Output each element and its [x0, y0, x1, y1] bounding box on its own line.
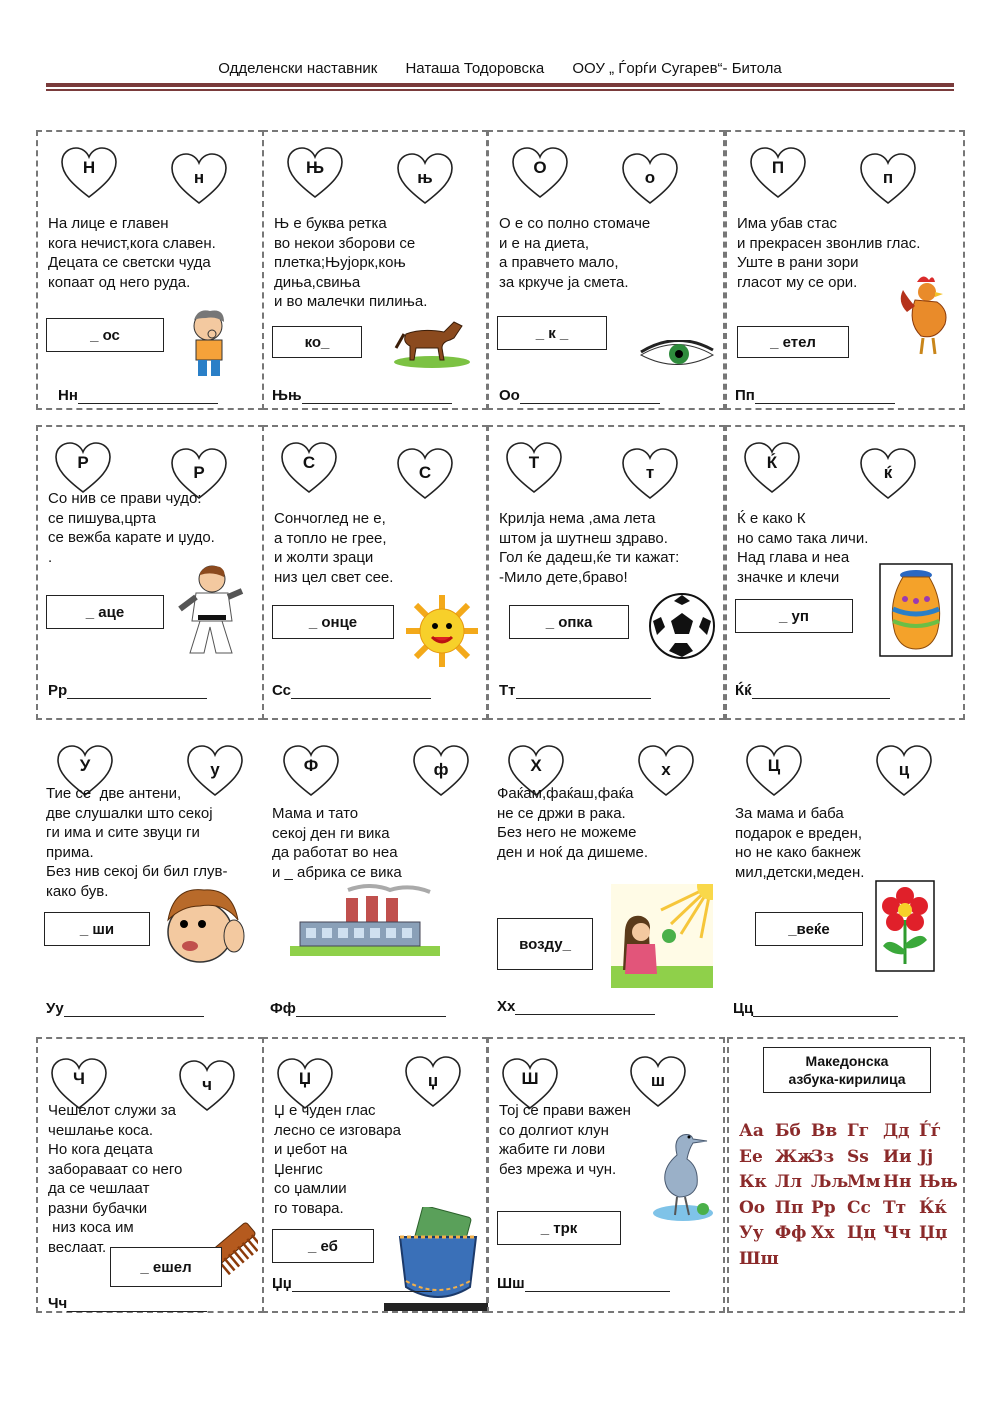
writing-line: [48, 1295, 207, 1312]
letter-card: [36, 722, 264, 1032]
writing-line: [272, 1275, 432, 1292]
word-box: _ к _: [497, 316, 607, 350]
writing-blank[interactable]: [516, 684, 651, 699]
alphabet-letter: Гг: [847, 1121, 870, 1141]
letter-lower: ц: [898, 760, 910, 779]
alphabet-letter: Аа: [739, 1121, 764, 1141]
riddle-text: Има убав стас и прекрасен звонлив глас. Уште в рани зори гласот му се ори.: [737, 215, 921, 291]
heart-lower-icon: [859, 447, 917, 501]
word-box: _ ос: [46, 318, 164, 352]
letter-card: [262, 425, 488, 720]
letter-lower: Р: [193, 463, 205, 482]
heart-lower-icon: [178, 1059, 236, 1113]
letter-upper: Њ: [305, 158, 325, 177]
riddle-text: Тој се прави важен со долгиот клун жабите ги лови без мрежа и чун.: [499, 1102, 631, 1178]
writing-blank[interactable]: [292, 1277, 432, 1292]
letter-upper: Т: [528, 453, 540, 472]
writing-blank[interactable]: [302, 389, 452, 404]
header-rule-thin: [46, 89, 954, 91]
letter-card: [487, 130, 725, 410]
writing-blank[interactable]: [291, 684, 431, 699]
writing-line-label: Тт: [499, 682, 516, 699]
alphabet-letter: Њњ: [919, 1172, 958, 1192]
heart-lower-icon: [859, 152, 917, 206]
riddle-text: За мама и баба подарок е вреден, но не како бакнеж мил,детски,меден.: [735, 805, 865, 881]
letter-lower: т: [645, 463, 655, 482]
alphabet-letter: Уу: [739, 1223, 764, 1243]
alphabet-card: [727, 1037, 965, 1313]
page-header: [0, 60, 1000, 77]
word-box: _ трк: [497, 1211, 621, 1245]
letter-card: [487, 425, 725, 720]
writing-line-label: Хх: [497, 998, 516, 1015]
alphabet-letter: Пп: [775, 1197, 804, 1218]
girl-picture: [611, 884, 713, 993]
flower-picture: [875, 880, 935, 977]
word-box: _ ешел: [110, 1247, 222, 1287]
alphabet-title: Македонска азбука-кирилица: [763, 1047, 931, 1093]
heart-upper-icon: [743, 441, 801, 495]
heart-upper-icon: [286, 146, 344, 200]
writing-line: [735, 387, 895, 404]
writing-line: [733, 1000, 898, 1017]
alphabet-letter: Хх: [811, 1223, 835, 1243]
riddle-text: Крилја нема ,ама лета штом ја шутнеш здраво. Гол ќе дадеш,ќе ти кажат: -Мило дете,браво!: [499, 510, 680, 586]
riddle-text: На лице е главен кога нечист,кога славен. Децата се светски чуда копаат од него руда.: [48, 215, 216, 291]
letter-lower: ќ: [883, 463, 893, 482]
word-box: _ етел: [737, 326, 849, 358]
writing-line-label: Џџ: [272, 1275, 292, 1292]
writing-line-label: Рр: [48, 682, 68, 699]
letter-lower: х: [661, 760, 671, 779]
alphabet-letter: Кк: [739, 1172, 767, 1192]
writing-blank[interactable]: [78, 389, 218, 404]
writing-line-label: Шш: [497, 1275, 525, 1292]
letter-upper: Ф: [303, 756, 319, 775]
letter-upper: П: [771, 158, 785, 177]
alphabet-letter: Љљ: [811, 1172, 849, 1192]
heart-lower-icon: [396, 447, 454, 501]
alphabet-letter: Шш: [739, 1248, 779, 1269]
letter-lower: њ: [417, 168, 433, 187]
heart-lower-icon: [875, 744, 933, 798]
word-box: _ опка: [509, 605, 629, 639]
alphabet-row: [739, 1119, 955, 1145]
letter-upper: Ч: [73, 1069, 85, 1088]
alphabet-letter: Вв: [811, 1121, 838, 1141]
alphabet-letter: Ѓѓ: [919, 1121, 942, 1141]
vase-picture: [879, 563, 953, 662]
letter-upper: Н: [82, 158, 96, 177]
writing-blank[interactable]: [520, 389, 660, 404]
heart-upper-icon: [54, 441, 112, 495]
alphabet-row: [739, 1247, 955, 1273]
alphabet-letter: Тт: [883, 1197, 907, 1218]
letter-card: [262, 722, 488, 1032]
alphabet-row: [739, 1170, 958, 1196]
letter-lower: ч: [202, 1075, 212, 1094]
riddle-text: Чешелот служи за чешлање коса. Но кога децата забораваат со него да се чешлаат разни бубачки низ коса им веслаат.: [48, 1102, 183, 1256]
writing-line-label: Оо: [499, 387, 520, 404]
writing-blank[interactable]: [525, 1277, 670, 1292]
writing-line: [272, 387, 452, 404]
alphabet-letter: Џџ: [919, 1223, 948, 1243]
letter-card: [262, 1037, 488, 1313]
writing-line: [48, 682, 207, 699]
letter-upper: Р: [77, 453, 89, 472]
writing-line-label: Чч: [48, 1295, 68, 1312]
alphabet-letter: Ии: [883, 1146, 912, 1167]
word-box: _ онце: [272, 605, 394, 639]
ball-picture: [647, 591, 717, 666]
header-rule: [46, 83, 954, 87]
writing-line-label: Нн: [58, 387, 78, 404]
letter-lower: н: [193, 168, 205, 187]
writing-blank[interactable]: [67, 684, 207, 699]
letter-card: [725, 722, 965, 1032]
eye-picture: [639, 340, 715, 375]
letter-card: [487, 1037, 725, 1313]
letter-card: [487, 722, 725, 1032]
sun-picture: [404, 593, 480, 674]
alphabet-letter: Јј: [919, 1146, 934, 1167]
alphabet-letter: Цц: [847, 1223, 876, 1243]
rooster-picture: [897, 272, 955, 365]
writing-line-label: Ќќ: [735, 682, 752, 699]
letter-lower: џ: [427, 1071, 439, 1090]
jeans-picture: [384, 1207, 488, 1316]
teacher-name: Наташа Тодоровска: [405, 60, 545, 77]
riddle-text: Мама и тато секој ден ги вика да работат во неа и _ абрика се вика: [272, 805, 402, 881]
heart-lower-icon: [629, 1055, 687, 1109]
writing-line-label: Сс: [272, 682, 291, 699]
alphabet-grid: [739, 1119, 958, 1272]
letter-card: [725, 425, 965, 720]
alphabet-row: [739, 1196, 955, 1222]
writing-line-label: Фф: [270, 1000, 296, 1017]
word-box: _ ши: [44, 912, 150, 946]
writing-blank[interactable]: [296, 1002, 446, 1017]
heart-upper-icon: [60, 146, 118, 200]
heart-lower-icon: [621, 447, 679, 501]
horse-picture: [392, 318, 472, 373]
riddle-text: О е со полно стомаче и е на диета, а правчето мало, за кркуче ја смета.: [499, 215, 651, 291]
letter-upper: Ц: [767, 756, 781, 775]
letter-upper: Џ: [298, 1069, 312, 1088]
writing-line-label: Цц: [733, 1000, 754, 1017]
alphabet-letter: Ќќ: [919, 1197, 947, 1218]
alphabet-letter: Нн: [883, 1172, 912, 1192]
alphabet-letter: Ѕѕ: [847, 1146, 869, 1167]
ear-picture: [154, 880, 250, 975]
letter-lower: ф: [433, 760, 449, 779]
alphabet-letter: Ее: [739, 1146, 763, 1167]
heart-lower-icon: [412, 744, 470, 798]
writing-line: [497, 1275, 670, 1292]
riddle-text: Сончоглед не е, а топло не грее, и жолти зраци низ цел свет сее.: [274, 510, 394, 586]
letter-lower: С: [418, 463, 432, 482]
word-box: _ еб: [272, 1229, 374, 1263]
letter-upper: О: [533, 158, 547, 177]
letter-upper: Х: [530, 756, 542, 775]
alphabet-letter: Жж: [775, 1146, 815, 1167]
word-box: _веќе: [755, 912, 863, 946]
alphabet-letter: Сс: [847, 1197, 871, 1218]
writing-line: [270, 1000, 446, 1017]
letter-card: [262, 130, 488, 410]
riddle-text: Џ е чуден глас лесно се изговара и џебот на Џенгис со џамлии го товара.: [274, 1102, 401, 1217]
heart-upper-icon: [511, 146, 569, 200]
writing-line: [499, 682, 651, 699]
karate-picture: [176, 561, 246, 666]
word-box: возду_: [497, 918, 593, 970]
heart-lower-icon: [404, 1055, 462, 1109]
alphabet-letter: Дд: [883, 1121, 910, 1141]
heart-upper-icon: [282, 744, 340, 798]
riddle-text: Тие се две антени, две слушалки што секој ги има и сите звуци ги прима. Без нив секој би бил глув- како був.: [46, 785, 228, 900]
heart-upper-icon: [749, 146, 807, 200]
riddle-text: Со нив се прави чудо: се пишува,црта се вежба карате и џудо. .: [48, 490, 215, 566]
heart-lower-icon: [170, 152, 228, 206]
letter-lower: п: [882, 168, 894, 187]
writing-blank[interactable]: [755, 389, 895, 404]
writing-line-label: Уу: [46, 1000, 64, 1017]
letter-card: [36, 425, 264, 720]
letter-card: [36, 1037, 264, 1313]
letter-lower: ш: [650, 1071, 666, 1090]
writing-line: [272, 682, 431, 699]
alphabet-letter: Оо: [739, 1197, 766, 1218]
writing-line: [46, 1000, 204, 1017]
heart-lower-icon: [396, 152, 454, 206]
word-box: _ уп: [735, 599, 853, 633]
writing-line-label: Пп: [735, 387, 755, 404]
letter-lower: у: [210, 760, 220, 779]
letter-upper: У: [79, 756, 91, 775]
riddle-text: Ќ е како К но само така личи. Над глава и неа значке и клечи: [737, 510, 869, 586]
letter-upper: Ш: [521, 1069, 539, 1088]
writing-line: [499, 387, 660, 404]
writing-line: [58, 387, 218, 404]
letter-upper: Ќ: [766, 453, 778, 472]
letter-card: [36, 130, 264, 410]
heart-upper-icon: [505, 441, 563, 495]
letter-upper: С: [302, 453, 316, 472]
writing-line-label: Њњ: [272, 387, 302, 404]
riddle-text: Фаќам,фаќаш,фаќа не се држи в рака. Без него не можеме ден и ноќ да дишеме.: [497, 785, 649, 861]
riddle-text: Њ е буква ретка во некои зборови се плетка;Њујорк,коњ диња,свиња и во малечки пилиња.: [274, 215, 428, 310]
writing-blank[interactable]: [515, 1000, 655, 1015]
writing-blank[interactable]: [753, 1002, 898, 1017]
alphabet-letter: Лл: [775, 1172, 803, 1192]
alphabet-letter: Мм: [847, 1172, 881, 1192]
writing-blank[interactable]: [752, 684, 890, 699]
writing-blank[interactable]: [67, 1297, 207, 1312]
heart-upper-icon: [280, 441, 338, 495]
writing-line: [735, 682, 890, 699]
alphabet-row: [739, 1145, 955, 1171]
alphabet-letter: Зз: [811, 1146, 835, 1167]
heron-picture: [649, 1127, 713, 1228]
alphabet-letter: Рр: [811, 1197, 836, 1218]
word-box: ко_: [272, 326, 362, 358]
writing-blank[interactable]: [64, 1002, 204, 1017]
heart-upper-icon: [745, 744, 803, 798]
word-box: _ аце: [46, 595, 164, 629]
letter-card: [725, 130, 965, 410]
alphabet-letter: Фф: [775, 1223, 807, 1243]
boy-picture: [176, 308, 246, 385]
school-name: ООУ „ Ѓорѓи Сугарев“- Битола: [572, 60, 782, 77]
letter-lower: о: [644, 168, 656, 187]
teacher-label: Одделенски наставник: [218, 60, 378, 77]
heart-lower-icon: [621, 152, 679, 206]
alphabet-letter: Бб: [775, 1121, 801, 1141]
factory-picture: [290, 884, 440, 961]
alphabet-letter: Чч: [883, 1223, 911, 1243]
writing-line: [497, 998, 655, 1015]
alphabet-row: [739, 1221, 955, 1247]
